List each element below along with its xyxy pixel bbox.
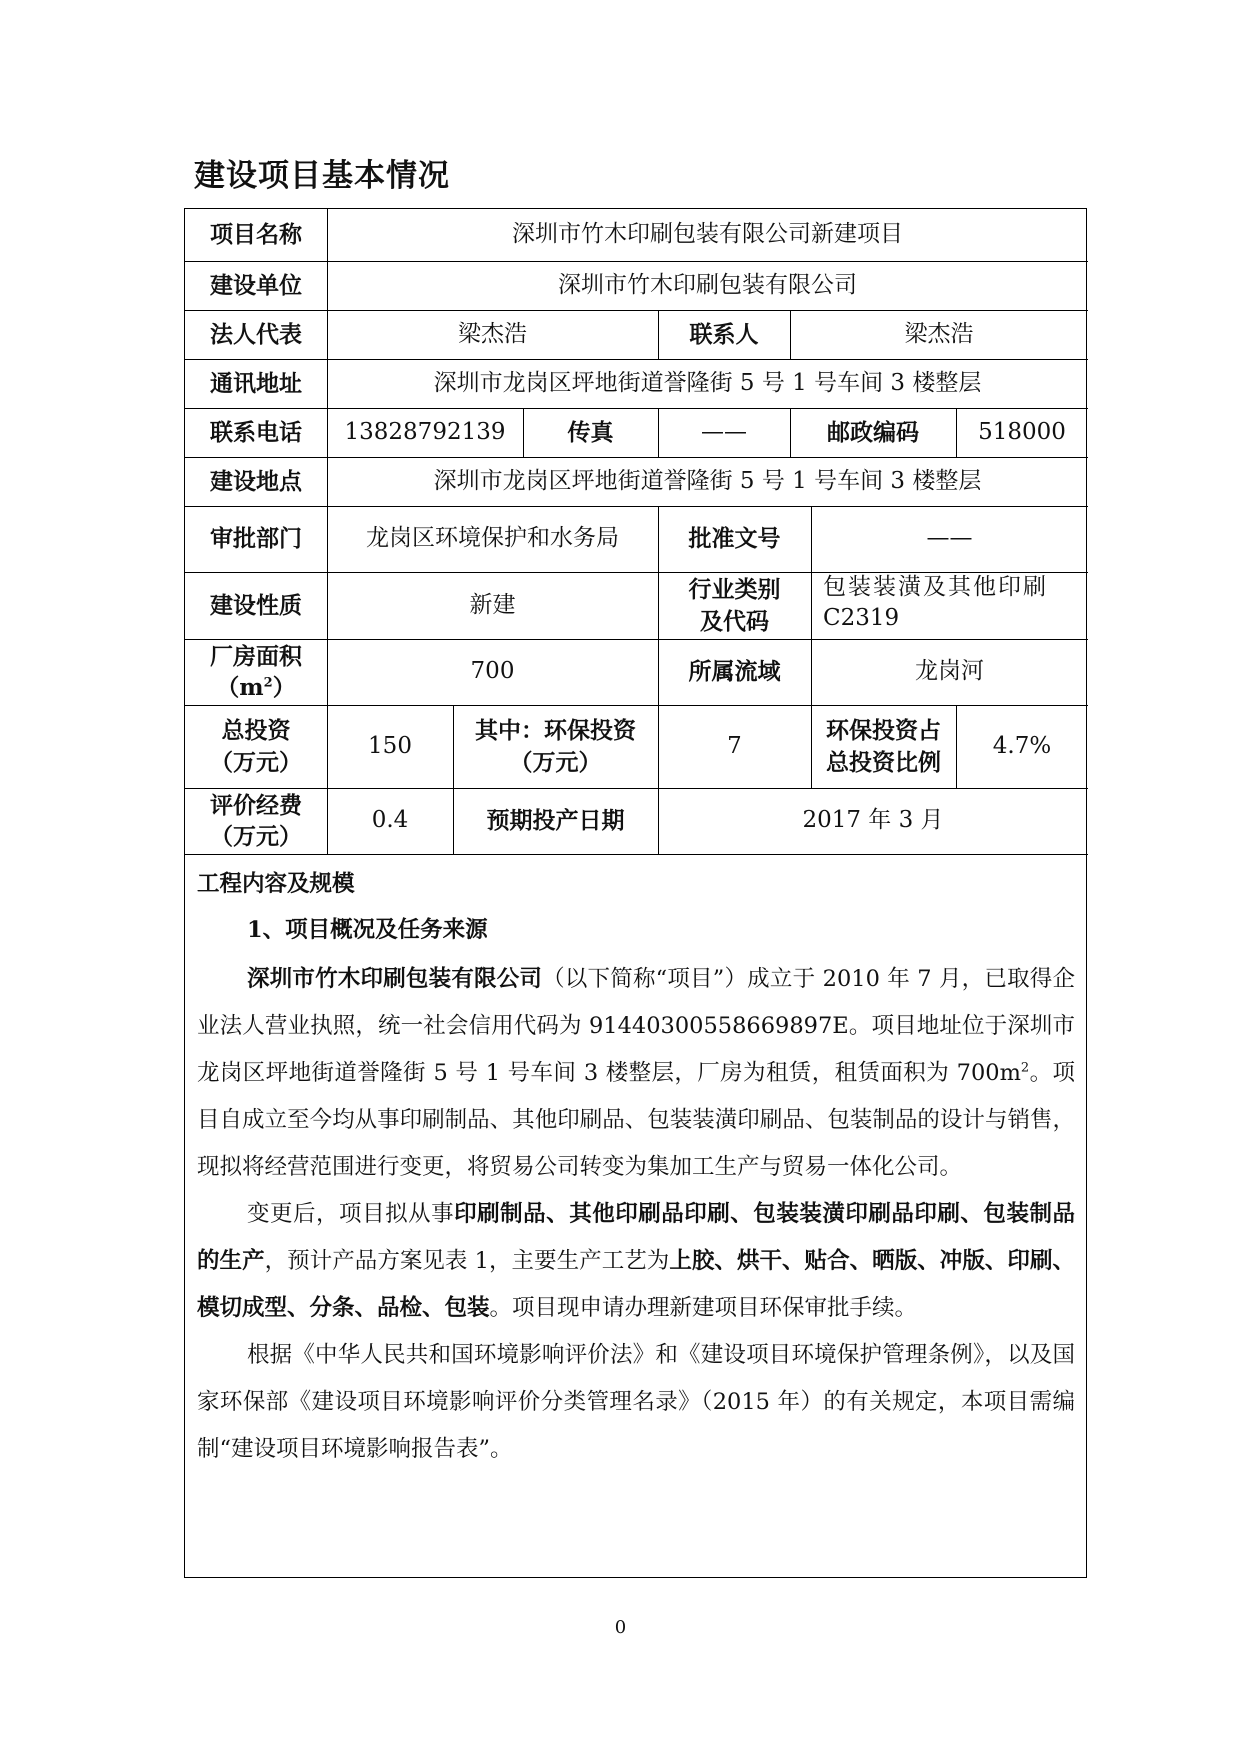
label-env-investment bbox=[453, 705, 658, 788]
label-project-name: 项目名称 bbox=[210, 221, 302, 249]
label-postcode: 邮政编码 bbox=[827, 418, 919, 446]
paragraph-overview-tail: 。项目自成立至今均从事印刷制品、其他印刷品、包装装潢印刷品、包装制品的设计与销售，现拟将经营范围进行变更，将贸易公司转变为集加工生产与贸易一体化公司。 bbox=[197, 1060, 1075, 1180]
label-builder: 建设单位 bbox=[210, 271, 302, 299]
value-site: 深圳市龙岗区坪地街道誉隆街 5 号 1 号车间 3 楼整层 bbox=[433, 467, 982, 494]
label-nature: 建设性质 bbox=[210, 591, 302, 619]
value-eval-fee: 0.4 bbox=[371, 807, 409, 834]
paragraph-overview-text: （以下简称“项目”）成立于 2010 年 7 月，已取得企业法人营业执照，统一社会信用代码为 91440300558669897E。项目地址位于深圳市龙岗区坪地街道誉隆街 5 号 1 号车间 3 楼整层，厂房为租赁，租赁面积为 700m bbox=[197, 966, 1075, 1086]
label-eval-fee bbox=[185, 788, 327, 854]
page-number: 0 bbox=[614, 1617, 627, 1638]
label-industry bbox=[658, 572, 811, 639]
text-span: ，预计产品方案见表 1，主要生产工艺为 bbox=[264, 1248, 670, 1274]
label-eval-fee-line2: （万元） bbox=[210, 823, 302, 850]
label-fax: 传真 bbox=[567, 418, 614, 446]
label-site: 建设地点 bbox=[210, 467, 302, 495]
value-env-investment: 7 bbox=[727, 732, 742, 759]
label-total-investment-line1: 总投资 bbox=[221, 717, 291, 745]
value-basin: 龙岗河 bbox=[915, 658, 984, 685]
value-approval-dept: 龙岗区环境保护和水务局 bbox=[366, 525, 619, 552]
label-area bbox=[185, 639, 327, 705]
page-title: 建设项目基本情况 bbox=[194, 158, 450, 194]
label-phone: 联系电话 bbox=[210, 418, 302, 446]
area-superscript: 2 bbox=[1020, 1060, 1030, 1076]
processes-bold: 上胶、烘干、贴合、晒版、冲版、印刷、模切成型、分条、品检、包装 bbox=[197, 1248, 1075, 1321]
value-postcode: 518000 bbox=[978, 418, 1066, 445]
label-industry-line1: 行业类别 bbox=[688, 576, 781, 604]
value-industry-code: C2319 bbox=[823, 605, 900, 632]
row-divider bbox=[185, 854, 1088, 855]
label-env-investment-line2: （万元） bbox=[509, 748, 602, 776]
label-contact: 联系人 bbox=[689, 320, 759, 348]
value-address: 深圳市龙岗区坪地街道誉隆街 5 号 1 号车间 3 楼整层 bbox=[433, 369, 982, 396]
value-approval-no: —— bbox=[926, 525, 973, 552]
label-area-line2: $(m^2)$ bbox=[216, 674, 296, 701]
label-total-investment bbox=[185, 705, 327, 788]
label-env-ratio-line1: 环保投资占 bbox=[826, 717, 941, 745]
value-nature: 新建 bbox=[469, 591, 516, 618]
label-total-investment-line2: （万元） bbox=[210, 748, 302, 776]
value-total-investment: 150 bbox=[368, 732, 412, 759]
paragraph-changes bbox=[197, 1191, 1075, 1332]
label-env-ratio bbox=[811, 705, 956, 788]
text-span: 。项目现申请办理新建项目环保审批手续。 bbox=[489, 1295, 918, 1321]
text-span: 变更后，项目拟从事 bbox=[247, 1201, 455, 1227]
section-title: 工程内容及规模 bbox=[197, 871, 355, 897]
label-approval-no: 批准文号 bbox=[688, 525, 781, 553]
label-area-line1: 厂房面积 bbox=[210, 642, 302, 670]
value-area: 700 bbox=[470, 658, 515, 685]
value-industry bbox=[811, 572, 1088, 639]
value-builder: 深圳市竹木印刷包装有限公司 bbox=[558, 271, 857, 298]
value-phone: 13828792139 bbox=[344, 418, 506, 445]
label-legal-rep: 法人代表 bbox=[210, 320, 302, 348]
value-contact: 梁杰浩 bbox=[904, 320, 974, 347]
products-bold: 印刷制品、其他印刷品印刷、包装装潢印刷品印刷、包装制品的生产 bbox=[197, 1201, 1075, 1274]
value-production-date: 2017 年 3 月 bbox=[802, 807, 944, 834]
company-name-bold: 深圳市竹木印刷包装有限公司 bbox=[247, 966, 543, 992]
paragraph-regulations: 根据《中华人民共和国环境影响评价法》和《建设项目环境保护管理条例》，以及国家环保部《建设项目环境影响评价分类管理名录》（2015 年）的有关规定，本项目需编制“建设项目环境影响报告表”。 bbox=[197, 1342, 1075, 1462]
paragraph-overview bbox=[197, 956, 1075, 1191]
project-content-section bbox=[197, 864, 1075, 1473]
label-production-date: 预期投产日期 bbox=[486, 807, 625, 835]
label-approval-dept: 审批部门 bbox=[210, 525, 302, 553]
project-info-table bbox=[184, 208, 1087, 1578]
value-legal-rep: 梁杰浩 bbox=[458, 320, 527, 347]
label-address: 通讯地址 bbox=[210, 369, 302, 397]
value-project-name: 深圳市竹木印刷包装有限公司新建项目 bbox=[512, 221, 903, 248]
label-basin: 所属流域 bbox=[688, 658, 781, 686]
subsection-title: 1、项目概况及任务来源 bbox=[247, 917, 488, 943]
label-industry-line2: 及代码 bbox=[700, 607, 769, 635]
label-env-investment-line1: 其中：环保投资 bbox=[475, 717, 636, 745]
value-industry-name: 包装装潢及其他印刷 bbox=[823, 574, 1048, 600]
label-env-ratio-line2: 总投资比例 bbox=[826, 748, 941, 776]
value-fax: —— bbox=[701, 418, 747, 445]
label-eval-fee-line1: 评价经费 bbox=[210, 791, 302, 819]
value-env-ratio: 4.7% bbox=[992, 732, 1052, 759]
